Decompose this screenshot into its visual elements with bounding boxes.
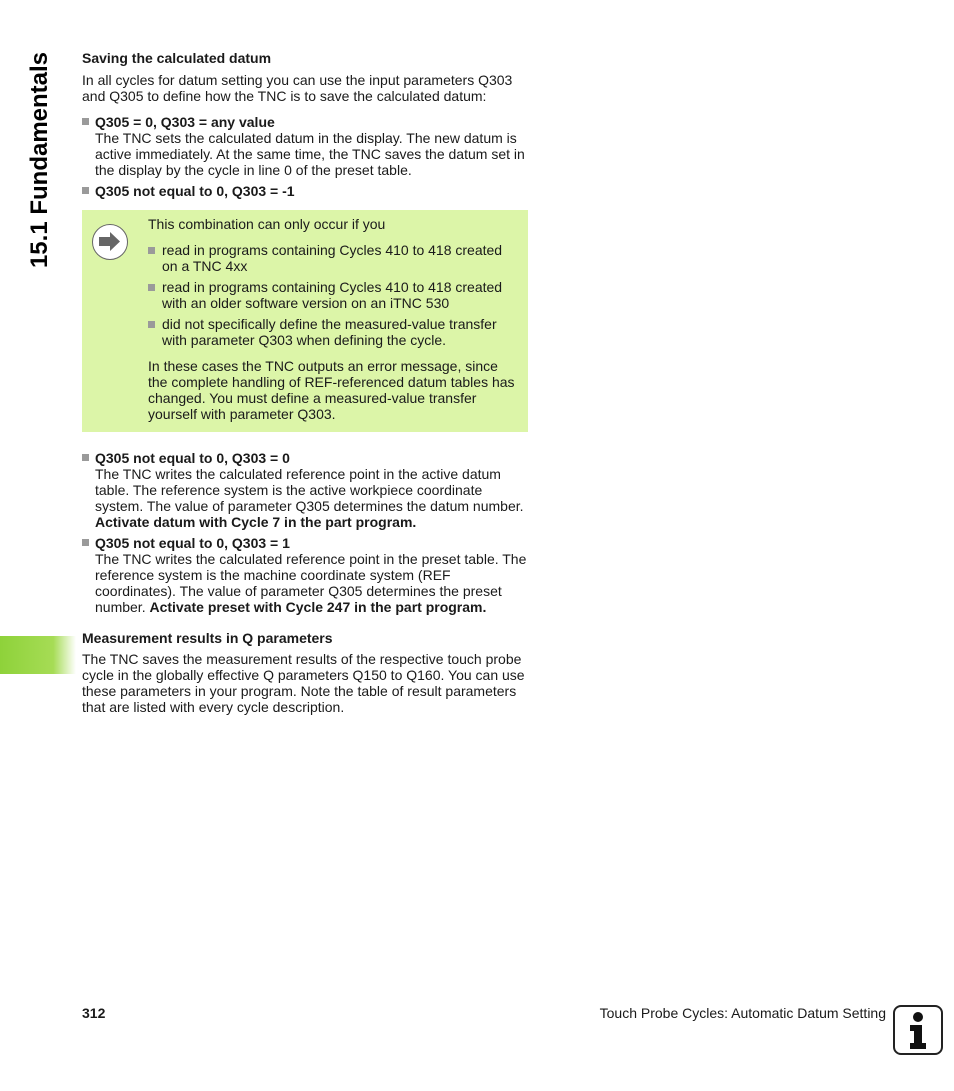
bullet-square-icon: [148, 247, 155, 254]
bullet-text: The TNC sets the calculated datum in the display. The new datum is active immediately. At the same time, the TNC saves the datum set in the display by the cycle in line 0 of the preset table.: [95, 130, 525, 178]
note-box: [82, 210, 528, 432]
section-title-vertical: [24, 30, 56, 290]
bullet-item: [82, 450, 528, 530]
chapter-tab: [0, 636, 76, 674]
bullet-item: [82, 535, 528, 615]
bullet-item: [82, 114, 528, 178]
note-list-item: read in programs containing Cycles 410 to 418 created on a TNC 4xx: [148, 242, 516, 274]
bullet-title: Q305 not equal to 0, Q303 = -1: [95, 183, 295, 199]
bullet-title: Q305 not equal to 0, Q303 = 1: [95, 535, 290, 551]
bullet-bold-text: Activate preset with Cycle 247 in the part program.: [149, 599, 487, 615]
section-title: 15.1 Fundamentals: [26, 51, 53, 269]
chapter-title: Touch Probe Cycles: Automatic Datum Setting: [599, 1005, 886, 1021]
intro-paragraph: In all cycles for datum setting you can use the input parameters Q303 and Q305 to define how the TNC is to save the calculated datum:: [82, 72, 513, 104]
bullet-square-icon: [148, 284, 155, 291]
main-content: [82, 50, 528, 715]
bullet-square-icon: [82, 539, 89, 546]
bullet-square-icon: [82, 187, 89, 194]
info-icon: [893, 1005, 943, 1055]
note-list-item: read in programs containing Cycles 410 to 418 created with an older software version on an iTNC 530: [148, 279, 516, 311]
page-number: 312: [82, 1005, 106, 1021]
note-intro: This combination can only occur if you: [148, 216, 386, 232]
bullet-title: Q305 not equal to 0, Q303 = 0: [95, 450, 290, 466]
measurement-paragraph: The TNC saves the measurement results of the respective touch probe cycle in the globally effective Q parameters Q150 to Q160. You can use these parameters in your program. Note the table of result parameters that are listed with every cycle description.: [82, 651, 525, 715]
bullet-item: [82, 183, 528, 199]
bullet-bold-text: Activate datum with Cycle 7 in the part program.: [95, 514, 417, 530]
bullet-text: The TNC writes the calculated reference point in the active datum table. The reference system is the active workpiece coordinate system. The value of parameter Q305 determines the datum number.: [95, 466, 524, 514]
bullet-title: Q305 = 0, Q303 = any value: [95, 114, 275, 130]
bullet-square-icon: [82, 454, 89, 461]
bullet-text: The TNC writes the calculated reference point in the preset table. The reference system is the machine coordinate system (REF coordinates). The value of parameter Q305 determines the preset number.: [95, 551, 527, 615]
heading-saving-datum: Saving the calculated datum: [82, 50, 272, 66]
note-outro: In these cases the TNC outputs an error message, since the complete handling of REF-referenced datum tables has changed. You must define a measured-value transfer yourself with parameter Q303.: [148, 358, 515, 422]
note-list-item: did not specifically define the measured-value transfer with parameter Q303 when defining the cycle.: [148, 316, 516, 348]
heading-measurement-results: Measurement results in Q parameters: [82, 630, 333, 646]
bullet-square-icon: [82, 118, 89, 125]
arrow-right-icon: [92, 224, 128, 260]
bullet-square-icon: [148, 321, 155, 328]
